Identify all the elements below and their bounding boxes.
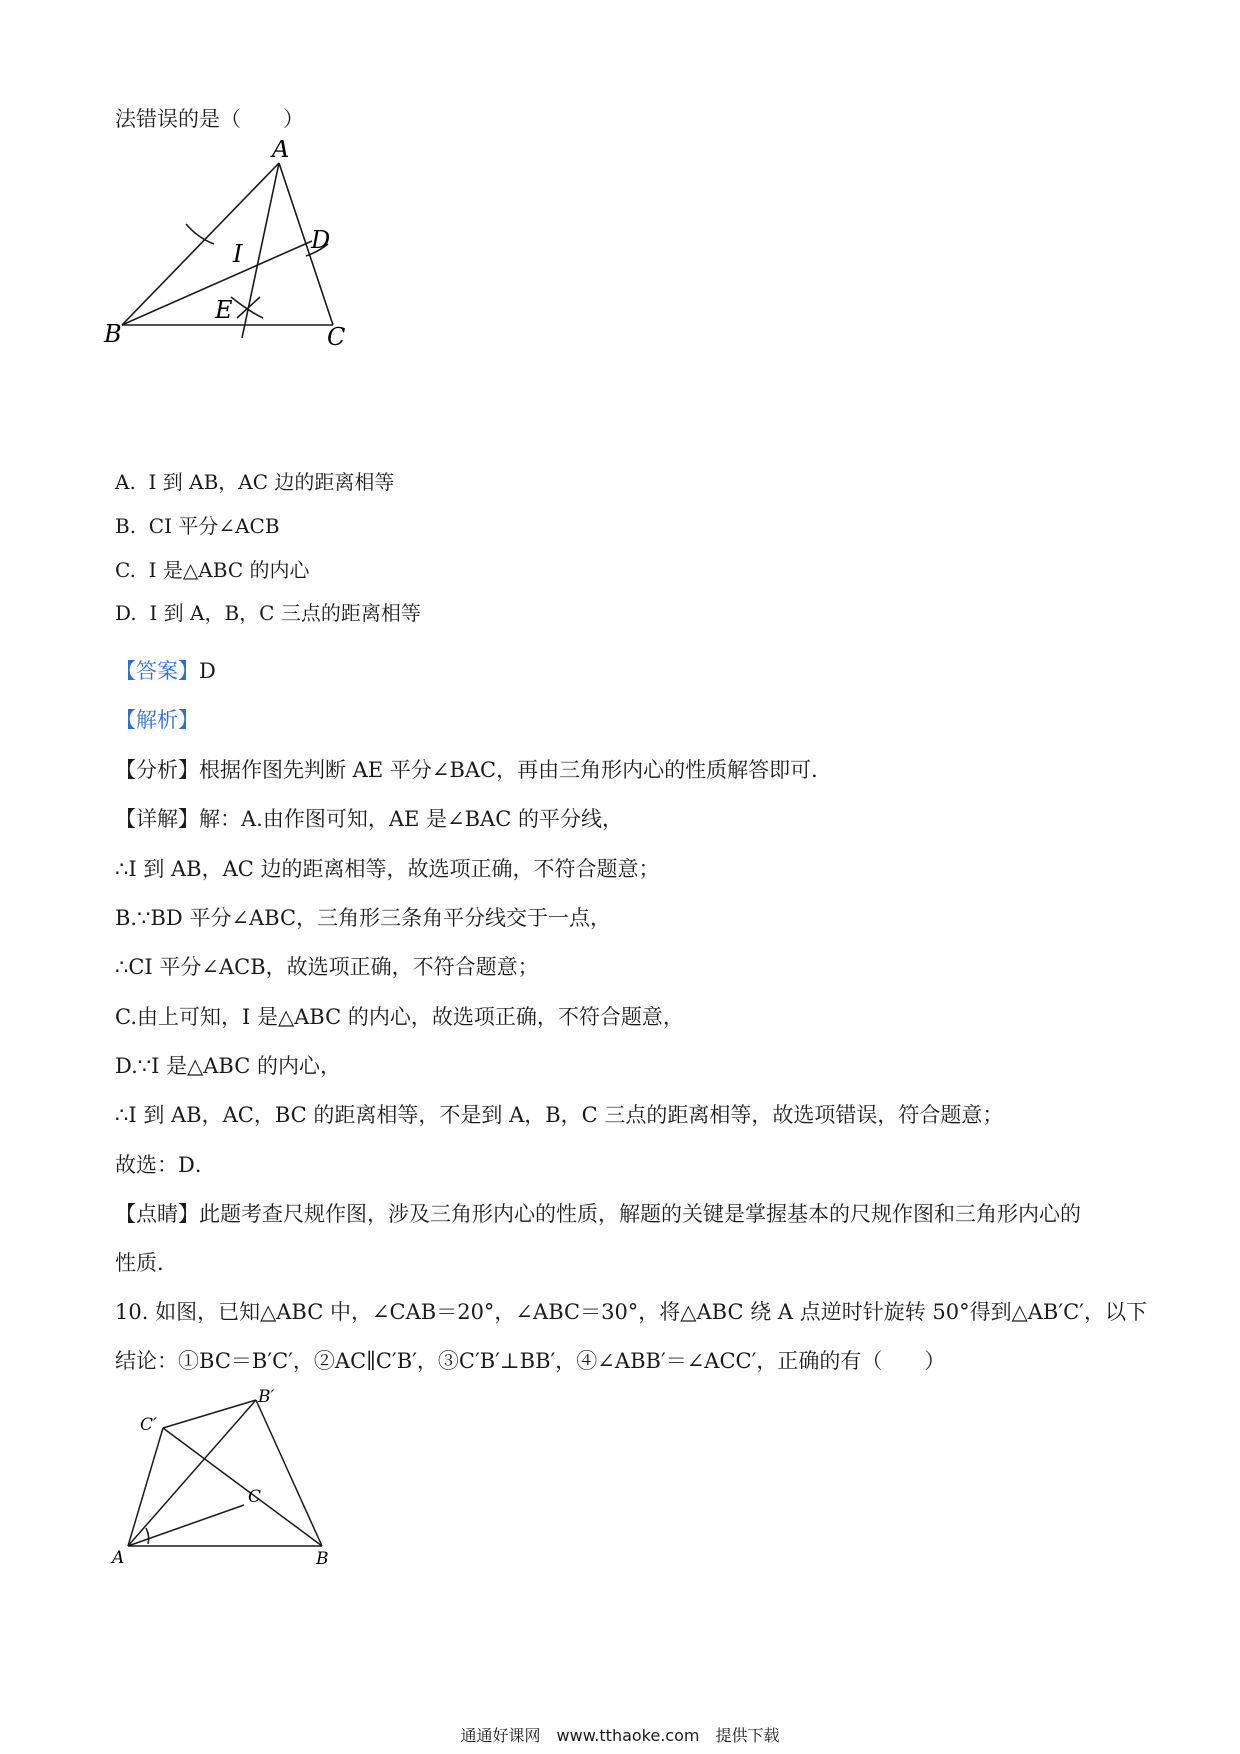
- question-10-line: 结论：①BC＝B′C′，②AC∥C′B′，③C′B′⊥BB′，④∠ABB′＝∠ACC′，正确的有（ ）: [115, 1349, 946, 1373]
- solution-line: ∴I 到 AB，AC 边的距离相等，故选项正确，不符合题意；: [115, 857, 660, 881]
- label-e: E: [215, 296, 233, 324]
- option-b: [115, 511, 280, 541]
- option-text: I 到 A，B，C 三点的距离相等: [149, 601, 421, 625]
- label-b: B: [104, 320, 122, 348]
- bisector-ae: [242, 163, 279, 338]
- analysis-tag: 【解析】: [115, 708, 199, 732]
- solution-line: D.∵I 是△ABC 的内心，: [115, 1054, 341, 1078]
- option-c: [115, 555, 309, 585]
- label-c-prime: C′: [140, 1415, 157, 1435]
- triangle-bisector-figure: [100, 140, 400, 390]
- solution-line: 性质．: [115, 1251, 178, 1275]
- option-letter: D.: [115, 601, 137, 625]
- solution-line: 【分析】根据作图先判断 AE 平分∠BAC，再由三角形内心的性质解答即可．: [115, 758, 833, 782]
- label-c: C: [248, 1487, 262, 1507]
- segment-c1b: [163, 1428, 322, 1546]
- label-a: A: [112, 1548, 125, 1568]
- solution-line: B.∵BD 平分∠ABC，三角形三条角平分线交于一点，: [115, 906, 612, 930]
- label-b-prime: B′: [258, 1387, 275, 1407]
- page-footer: 通通好课网 www.tthaoke.com 提供下载: [460, 1726, 780, 1745]
- option-text: I 到 AB，AC 边的距离相等: [148, 470, 395, 494]
- answer-line: [115, 656, 216, 686]
- label-a: A: [272, 140, 290, 163]
- question-10-line: 10. 如图，已知△ABC 中，∠CAB＝20°，∠ABC＝30°，将△ABC 绕 A 点逆时针旋转 50°得到△AB′C′，以下: [115, 1300, 1147, 1324]
- answer-tag: 【答案】: [115, 659, 199, 683]
- option-d: [115, 598, 421, 628]
- solution-line: 【详解】解：A.由作图可知，AE 是∠BAC 的平分线，: [115, 807, 623, 831]
- label-d: D: [311, 226, 331, 254]
- rotation-figure: [110, 1380, 350, 1570]
- solution-line: 故选：D．: [115, 1153, 216, 1177]
- label-b: B: [316, 1549, 329, 1569]
- segment-b1b: [256, 1400, 322, 1546]
- question-9-tail: 法错误的是（ ）: [115, 107, 304, 131]
- option-letter: A.: [115, 470, 136, 494]
- option-letter: C.: [115, 558, 136, 582]
- option-letter: B.: [115, 514, 137, 538]
- label-i: I: [233, 240, 243, 268]
- option-a: [115, 467, 394, 497]
- option-text: I 是△ABC 的内心: [148, 558, 310, 582]
- solution-line: ∴CI 平分∠ACB，故选项正确，不符合题意；: [115, 955, 539, 979]
- solution-line: ∴I 到 AB，AC，BC 的距离相等，不是到 A，B，C 三点的距离相等，故选项错误，符合题意；: [115, 1103, 1004, 1127]
- solution-line: 【点睛】此题考查尺规作图，涉及三角形内心的性质，解题的关键是掌握基本的尺规作图和三角形内心的: [115, 1202, 1081, 1226]
- solution-line: C.由上可知，I 是△ABC 的内心，故选项正确，不符合题意，: [115, 1005, 684, 1029]
- angle-mark: [146, 1528, 149, 1544]
- answer-value: D: [199, 659, 216, 683]
- option-text: CI 平分∠ACB: [148, 514, 280, 538]
- segment-c1b1: [163, 1400, 256, 1428]
- label-c: C: [327, 323, 346, 351]
